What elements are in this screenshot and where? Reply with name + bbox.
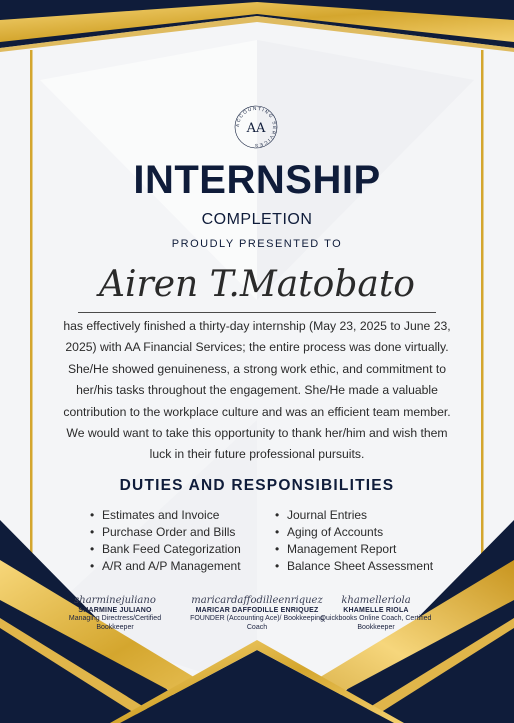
signature: maricardaffodilleenriquez (191, 595, 323, 606)
signatory-name: SHARMINE JULIANO (78, 607, 152, 614)
signatory-role: FOUNDER (Accounting Ace)/ Bookkeeping Coach (190, 615, 324, 631)
duties-list-left (88, 507, 241, 575)
presented-line: PROUDLY PRESENTED TO (171, 238, 343, 250)
bullet: • (90, 542, 95, 556)
bullet: • (275, 542, 280, 556)
duty-text: Journal Entries (287, 508, 368, 522)
recipient-underline (78, 312, 436, 313)
signatory-role: Quickbooks Online Coach, Certified Bookkeeper (320, 615, 432, 631)
signatory-name: MARICAR DAFFODILLE ENRIQUEZ (195, 607, 319, 614)
duty-item (273, 541, 433, 558)
bullet: • (275, 508, 280, 522)
certificate-body: has effectively finished a thirty-day internship (May 23, 2025 to June 23, 2025) with AA Financial Services; the entire process was done virtually. She/He showed genuineness, a strong work ethic, and commitment to her/his tasks throughout the engagement. She/He made a valuable contribution to the workplace culture and was an efficient team member. We would want to take this opportunity to thank her/him and wish them luck in their future professional pursuits. (63, 319, 451, 462)
certificate-subtitle: COMPLETION (201, 211, 313, 228)
bullet: • (90, 508, 95, 522)
company-logo (233, 104, 279, 150)
duty-text: Bank Feed Categorization (102, 542, 241, 556)
duty-item (273, 507, 433, 524)
certificate-title: INTERNSHIP (133, 158, 381, 202)
duty-text: Purchase Order and Bills (102, 525, 236, 539)
duty-text: Management Report (287, 542, 397, 556)
duties-list-right (273, 507, 433, 575)
signatory-role: Managing Directress/Certified Bookkeeper (68, 615, 162, 631)
logo-ring-text: ACCOUNTING SERVICES (234, 105, 278, 149)
right-gold-rule (481, 50, 484, 610)
signatory-name: KHAMELLE RIOLA (343, 607, 409, 614)
signatory-2 (186, 593, 328, 632)
duty-item (88, 524, 241, 541)
logo-initials: AA (246, 121, 266, 136)
signatory-1 (50, 593, 180, 632)
left-gold-rule (30, 50, 33, 610)
duty-item (273, 524, 433, 541)
duty-item (88, 507, 241, 524)
bullet: • (90, 525, 95, 539)
bullet: • (90, 559, 95, 573)
duty-text: Aging of Accounts (287, 525, 384, 539)
duty-item (88, 558, 241, 575)
bullet: • (275, 525, 280, 539)
duty-text: Balance Sheet Assessment (287, 559, 434, 573)
duty-text: A/R and A/P Management (102, 559, 241, 573)
duty-text: Estimates and Invoice (102, 508, 220, 522)
duty-item (88, 541, 241, 558)
signature: khamelleriola (341, 595, 411, 606)
duties-heading: DUTIES AND RESPONSIBILITIES (119, 477, 395, 494)
signatory-3 (308, 593, 444, 632)
signature: sharminejuliano (74, 595, 156, 606)
recipient-name: Airen T.Matobato (99, 264, 415, 305)
duty-item (273, 558, 433, 575)
bullet: • (275, 559, 280, 573)
